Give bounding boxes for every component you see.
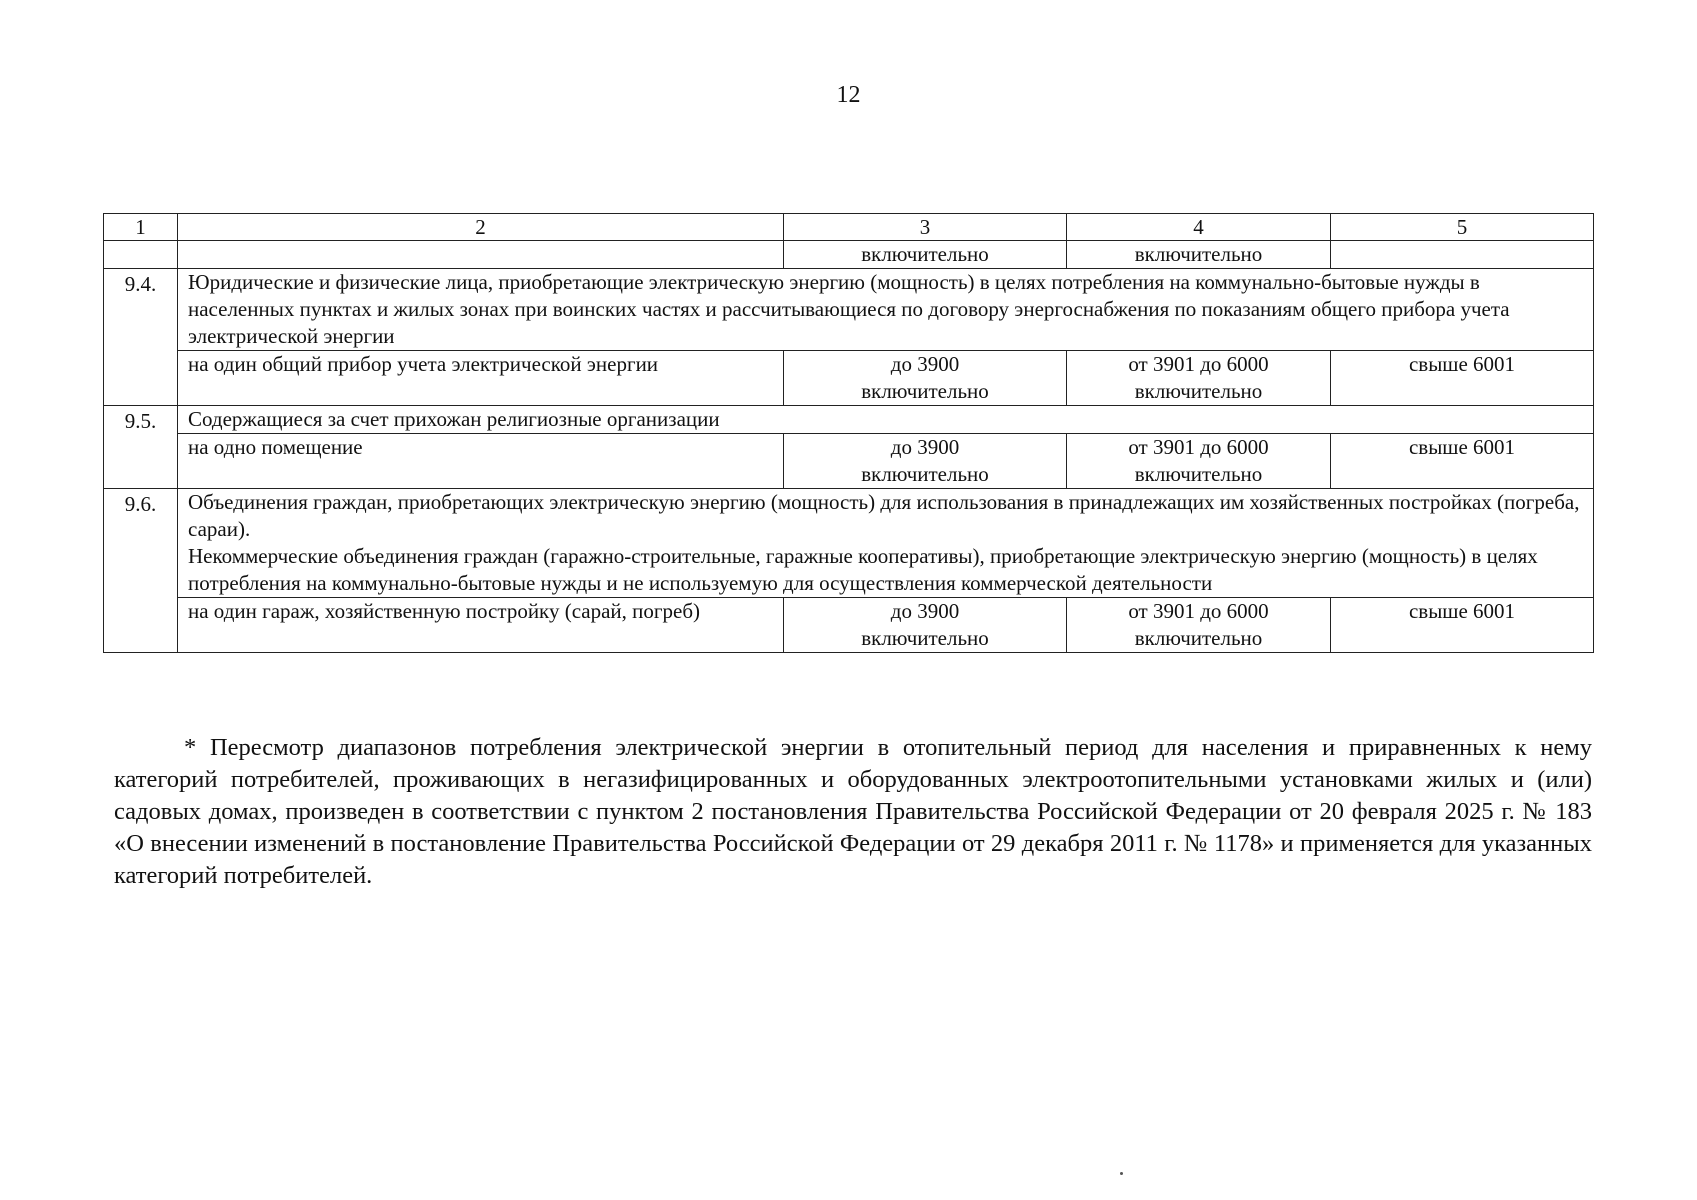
section-9-6-values-row [104, 598, 1594, 653]
consumption-unit: на одно помещение [178, 434, 784, 489]
scan-speck [1120, 1172, 1123, 1175]
range-low-value: до 3900 [890, 352, 960, 376]
continuation-cell-5 [1331, 241, 1594, 269]
continuation-cell-1 [104, 241, 178, 269]
range-low-value: до 3900 [890, 435, 960, 459]
continuation-cell-4: включительно [1067, 241, 1331, 269]
consumption-unit: на один общий прибор учета электрической энергии [178, 351, 784, 406]
tariff-table [103, 213, 1594, 653]
range-mid-value: от 3901 до 6000 [1128, 352, 1269, 376]
continuation-row [104, 241, 1594, 269]
range-mid-suffix: включительно [1134, 462, 1263, 486]
footnote: * Пересмотр диапазонов потребления электрической энергии в отопительный период для населения и приравненных к нему категорий потребителей, проживающих в негазифицированных и оборудованных электроотопительными установками жилых и (или) садовых домах, произведен в соответствии с пунктом 2 постановления Правительства Российской Федерации от 20 февраля 2025 г. № 183 «О внесении изменений в постановление Правительства Российской Федерации от 29 декабря 2011 г. № 1178» и применяется для указанных категорий потребителей. [114, 734, 1592, 889]
header-col-1: 1 [104, 214, 178, 241]
section-number: 9.5. [104, 406, 178, 489]
range-mid-value: от 3901 до 6000 [1128, 435, 1269, 459]
range-low-suffix: включительно [861, 379, 989, 403]
range-low [784, 598, 1067, 653]
section-number: 9.4. [104, 269, 178, 406]
range-low-suffix: включительно [861, 462, 989, 486]
section-9-4-values-row [104, 351, 1594, 406]
section-description-part-1: Объединения граждан, приобретающих электрическую энергию (мощность) для использования в принадлежащих им хозяйственных постройках (погреба, сараи). [188, 490, 1580, 541]
range-mid-suffix: включительно [1134, 626, 1263, 650]
range-low [784, 351, 1067, 406]
header-col-4: 4 [1067, 214, 1331, 241]
range-mid [1067, 434, 1331, 489]
range-mid-suffix: включительно [1134, 379, 1263, 403]
range-mid [1067, 598, 1331, 653]
continuation-cell-2 [178, 241, 784, 269]
page-number: 12 [836, 82, 861, 108]
section-description [178, 489, 1594, 598]
continuation-cell-3: включительно [784, 241, 1067, 269]
header-col-5: 5 [1331, 214, 1594, 241]
range-high: свыше 6001 [1331, 598, 1594, 653]
consumption-unit: на один гараж, хозяйственную постройку (сарай, погреб) [178, 598, 784, 653]
section-description: Содержащиеся за счет прихожан религиозные организации [178, 406, 1594, 434]
range-mid-value: от 3901 до 6000 [1128, 599, 1269, 623]
section-9-5-title-row [104, 406, 1594, 434]
section-number: 9.6. [104, 489, 178, 653]
header-col-2: 2 [178, 214, 784, 241]
range-low [784, 434, 1067, 489]
range-high: свыше 6001 [1331, 351, 1594, 406]
section-description: Юридические и физические лица, приобретающие электрическую энергию (мощность) в целях потребления на коммунально-бытовые нужды в населенных пунктах и жилых зонах при воинских частях и рассчитывающиеся по договору энергоснабжения по показаниям общего прибора учета электрической энергии [178, 269, 1594, 351]
range-low-suffix: включительно [861, 626, 989, 650]
range-mid [1067, 351, 1331, 406]
section-9-5-values-row [104, 434, 1594, 489]
header-col-3: 3 [784, 214, 1067, 241]
section-description-part-2: Некоммерческие объединения граждан (гаражно-строительные, гаражные кооперативы), приобретающие электрическую энергию (мощность) в целях потребления на коммунально-бытовые нужды и не используемую для осуществления коммерческой деятельности [188, 544, 1538, 595]
range-low-value: до 3900 [890, 599, 960, 623]
section-9-6-title-row [104, 489, 1594, 598]
table-header-row [104, 214, 1594, 241]
section-9-4-title-row [104, 269, 1594, 351]
range-high: свыше 6001 [1331, 434, 1594, 489]
